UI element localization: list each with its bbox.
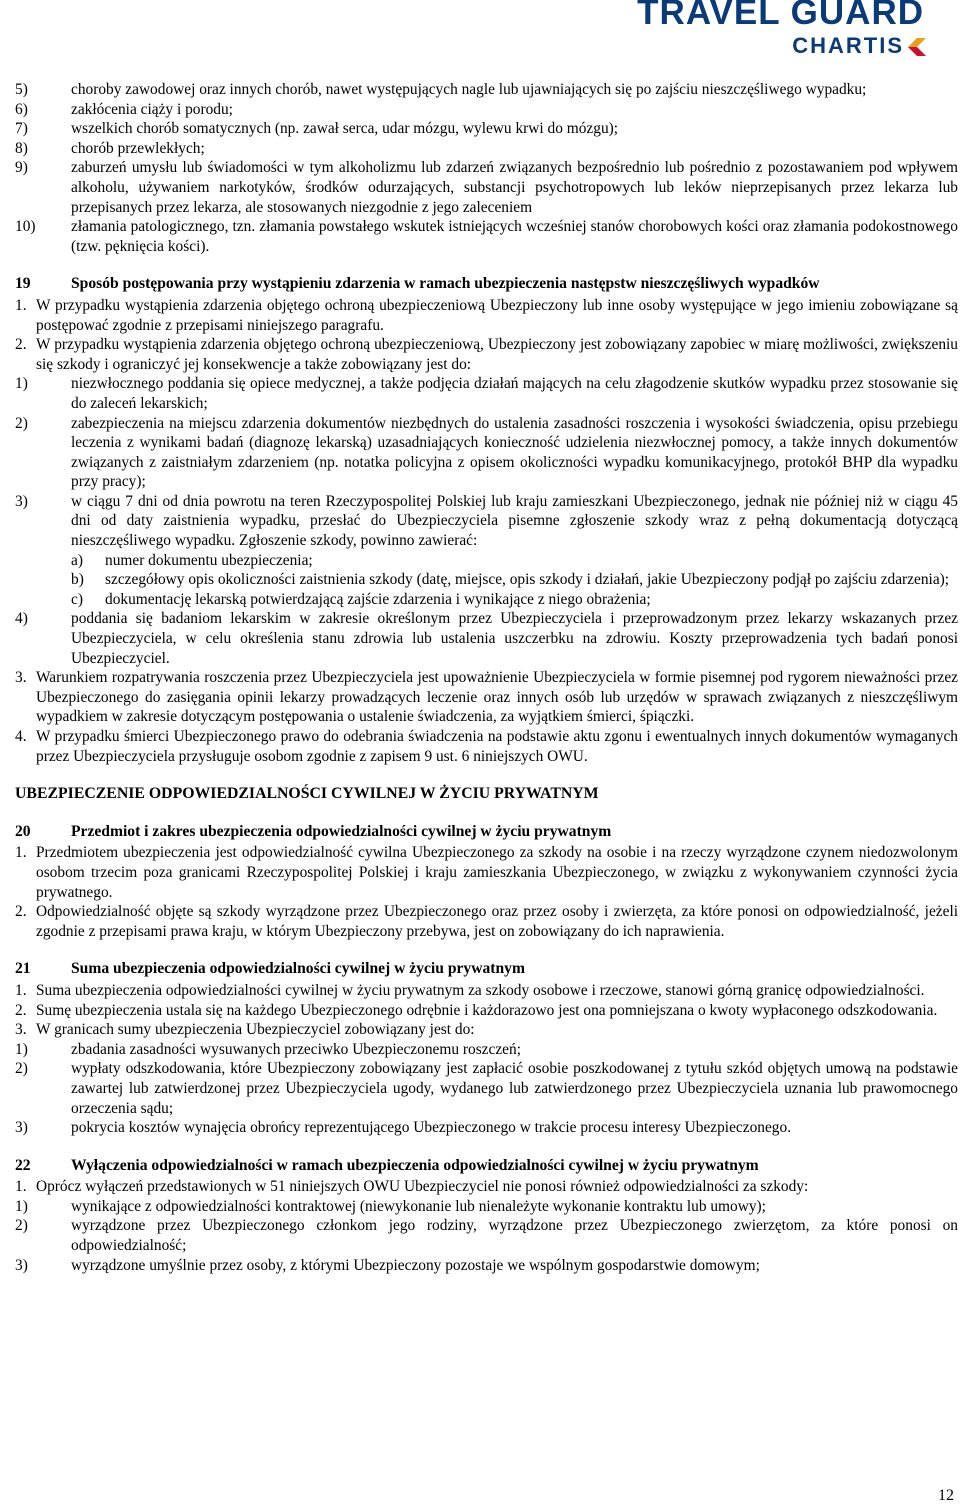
section-number: 22 (15, 1156, 31, 1174)
list-item-text: choroby zawodowej oraz innych chorób, nawet występujących nagle lub ujawniających się po zajściu nieszczęśliwego wypadku; (71, 81, 867, 98)
list-item-text: w ciągu 7 dni od dnia powrotu na teren Rzeczypospolitej Polskiej lub kraju zamieszkani Ubezpieczonego, jednak nie później niż w ciągu 45 dni od daty zaistnienia wypadku, przesłać do Ubezpieczyciela pisemne zgłoszenie szkody wraz z pełną dokumentacją dotyczącą nieszczęśliwego wypadku. Zgłoszenie szkody, powinno zawierać: (71, 492, 958, 550)
list-item-number: 3) (15, 1119, 28, 1137)
list-item-text: wszelkich chorób somatycznych (np. zawał serca, udar mózgu, wylewu krwi do mózgu); (71, 120, 619, 138)
list-item (15, 1197, 958, 1217)
list-item-number: 1) (15, 1040, 28, 1058)
paragraph (15, 981, 958, 1001)
list-item-number: 3) (15, 1256, 28, 1274)
section-heading-20 (15, 822, 958, 842)
section-number: 19 (15, 275, 31, 293)
list-item-text: zbadania zasadności wysuwanych przeciwko Ubezpieczonemu roszczeń; (71, 1040, 521, 1058)
list-item-text: pokrycia kosztów wynajęcia obrońcy reprezentującego Ubezpieczonego w trakcie procesu interesy Ubezpieczonego. (71, 1119, 792, 1137)
paragraph (15, 668, 958, 727)
paragraph-text: Warunkiem rozpatrywania roszczenia przez Ubezpieczyciela jest upoważnienie Ubezpieczyciela w formie pisemnej pod rygorem nieważności przez Ubezpieczonego do zasięgania opinii lekarzy prowadzących leczenie oraz innych osób lub urzędów w sprawach związanych z nieszczęśliwym wypadkiem w zakresie dotyczącym postępowania o ustalenie świadczenia, za wyjątkiem śmierci, śpiączki. (36, 669, 958, 726)
list-item-text: zabezpieczenia na miejscu zdarzenia dokumentów niezbędnych do ustalenia zasadności roszczenia i wysokości świadczenia, opisu przebiegu leczenia z wynikami badań (diagnozę lekarską) uzasadniających konieczność udzielenia niezwłocznej pomocy, a także innych dokumentów związanych z zaistniałym zdarzeniem (np. notatka policyjna z opisem okoliczności wypadku komunikacyjnego, protokół BHP dla wypadku przy pracy); (71, 414, 958, 491)
list-item (15, 119, 958, 139)
list-item-text: wypłaty odszkodowania, które Ubezpieczony zobowiązany jest zapłacić osobie poszkodowanej z tytułu szkód objętych umową na podstawie zawartej lub zatwierdzonej przez Ubezpieczyciela ugody, wydanego lub zatwierdzonego przez Ubezpieczyciela uznania lub prawomocnego orzeczenia sądu; (71, 1060, 958, 1117)
paragraph (15, 335, 958, 374)
paragraph-text: Suma ubezpieczenia odpowiedzialności cywilnej w życiu prywatnym za szkody osobowe i rzeczowe, stanowi górną granicę odpowiedzialności. (36, 981, 925, 999)
list-item-number: 2) (15, 1060, 28, 1078)
logo-brand-text: TRAVEL GUARD (637, 0, 924, 32)
list-item (15, 1118, 958, 1138)
list-item-text: zakłócenia ciąży i porodu; (71, 100, 233, 118)
page-number: 12 (938, 1487, 954, 1504)
list-item-number: 5) (15, 81, 28, 98)
sub-list-item (15, 570, 958, 590)
paragraph (15, 902, 958, 941)
paragraph-number: 2. (15, 1001, 27, 1019)
list-item (15, 158, 958, 217)
list-item-text: poddania się badaniom lekarskim w zakresie określonym przez Ubezpieczyciela i przeprowadzonym przez lekarzy wskazanych przez Ubezpieczyciela, w celu określenia stanu zdrowia lub ustalenia uszczerbku na zdrowiu. Koszty przeprowadzenia tych badań ponosi Ubezpieczyciel. (71, 610, 958, 667)
sub-list-item-text: szczegółowy opis okoliczności zaistnienia szkody (datę, miejsce, opis szkody i działań, jakie Ubezpieczony podjął po zajściu zdarzenia); (105, 571, 950, 589)
paragraph (15, 727, 958, 766)
sub-list-item-letter: a) (71, 551, 83, 569)
sub-list-item-letter: b) (71, 571, 84, 589)
list-item-number: 8) (15, 139, 28, 157)
list-item (15, 139, 958, 159)
paragraph-number: 3. (15, 669, 27, 687)
logo-sub-text: CHARTIS (792, 33, 904, 58)
section-heading-21 (15, 959, 958, 979)
list-item (15, 217, 958, 256)
section-title: Wyłączenia odpowiedzialności w ramach ubezpieczenia odpowiedzialności cywilnej w życiu prywatnym (71, 1156, 759, 1174)
paragraph (15, 1001, 958, 1021)
list-item-text: chorób przewlekłych; (71, 139, 205, 157)
list-item-text: wyrządzone umyślnie przez osoby, z którymi Ubezpieczony pozostaje we wspólnym gospodarstwie domowym; (71, 1256, 760, 1274)
sub-list-item-letter: c) (71, 590, 83, 608)
paragraph-text: Odpowiedzialność objęte są szkody wyrządzone przez Ubezpieczonego oraz przez osoby i zwierzęta, za które ponosi on odpowiedzialność, jeżeli zgodnie z przepisami prawa kraju, w którym Ubezpieczony przebywa, jest on zobowiązany do ich naprawienia. (36, 903, 958, 940)
sub-list-item (15, 551, 958, 571)
paragraph-text: Sumę ubezpieczenia ustala się na każdego Ubezpieczonego odrębnie i każdorazowo jest ona pomniejszana o kwoty wypłaconego odszkodowania. (36, 1001, 938, 1019)
paragraph-text: Przedmiotem ubezpieczenia jest odpowiedzialność cywilna Ubezpieczonego za szkody na osobie i na rzeczy wyrządzone czynem niedozwolonym osobom trzecim poza granicami Rzeczypospolitej Polskiej i kraju zamieszkania Ubezpieczonego, w związku z wykonywaniem czynności życia prywatnego. (36, 844, 958, 901)
list-item-number: 4) (15, 610, 28, 628)
paragraph-number: 2. (15, 903, 27, 921)
paragraph-text: W przypadku wystąpienia zdarzenia objętego ochroną ubezpieczeniową, Ubezpieczony jest zobowiązany zapobiec w miarę możliwości, zwiększeniu się szkody i ograniczyć jej konsekwencje a także zobowiązany jest do: (36, 336, 958, 373)
list-item (15, 374, 958, 413)
travel-guard-chartis-logo (637, 0, 924, 60)
paragraph-number: 1. (15, 981, 27, 999)
paragraph-number: 2. (15, 336, 27, 354)
list-item (15, 609, 958, 668)
list-item-text: wynikające z odpowiedzialności kontraktowej (niewykonanie lub nienależyte wykonanie kontraktu lub umowy); (71, 1197, 766, 1215)
sub-list-item-text: dokumentację lekarską potwierdzającą zajście zdarzenia i wynikające z niego obrażenia; (105, 590, 651, 608)
section-number: 20 (15, 822, 31, 840)
list-item (15, 1216, 958, 1255)
section-heading-22 (15, 1156, 958, 1176)
chapter-heading: UBEZPIECZENIE ODPOWIEDZIALNOŚCI CYWILNEJ W ŻYCIU PRYWATNYM (15, 785, 599, 803)
paragraph (15, 1020, 958, 1040)
list-item (15, 1256, 958, 1276)
list-item-text: złamania patologicznego, tzn. złamania powstałego wskutek istniejących wcześniej stanów chorobowych kości oraz złamania podokostnowego (tzw. pęknięcia kości). (71, 218, 958, 255)
paragraph (15, 296, 958, 335)
list-item-number: 9) (15, 159, 28, 177)
list-item (15, 100, 958, 120)
list-item-number: 2) (15, 1217, 28, 1235)
list-item-number: 2) (15, 414, 28, 432)
sub-list-item (15, 590, 958, 610)
list-item-number: 10) (15, 218, 36, 236)
list-item-number: 6) (15, 100, 28, 118)
list-item (15, 414, 958, 492)
paragraph (15, 1177, 958, 1197)
section-title: Suma ubezpieczenia odpowiedzialności cywilnej w życiu prywatnym (71, 960, 525, 978)
paragraph-text: Oprócz wyłączeń przedstawionych w 51 niniejszych OWU Ubezpieczyciel nie ponosi również odpowiedzialności za szkody: (36, 1178, 809, 1196)
list-item (15, 1040, 958, 1060)
paragraph (15, 843, 958, 902)
list-item-number: 3) (15, 492, 28, 510)
section-title: Przedmiot i zakres ubezpieczenia odpowiedzialności cywilnej w życiu prywatnym (71, 822, 612, 840)
list-item-text: wyrządzone przez Ubezpieczonego członkom jego rodziny, wyrządzone przez Ubezpieczonego zwierzętom, za które ponosi on odpowiedzialność; (71, 1217, 958, 1255)
paragraph-number: 1. (15, 844, 27, 862)
document-body (15, 80, 958, 1275)
list-item-number: 7) (15, 120, 28, 138)
section-title: Sposób postępowania przy wystąpieniu zdarzenia w ramach ubezpieczenia następstw nieszczęśliwych wypadków (71, 275, 820, 293)
paragraph-text: W przypadku śmierci Ubezpieczonego prawo do odebrania świadczenia na podstawie aktu zgonu i ewentualnych innych dokumentów wymaganych przez Ubezpieczyciela przysługuje osobom zgodnie z zapisem 9 ust. 6 niniejszych OWU. (36, 728, 958, 765)
list-item (15, 492, 958, 551)
paragraph-number: 1. (15, 296, 27, 314)
paragraph-text: W przypadku wystąpienia zdarzenia objętego ochroną ubezpieczeniową Ubezpieczony lub inne osoby występujące w jego imieniu zobowiązane są postępować zgodnie z przepisami niniejszego paragrafu. (36, 296, 958, 334)
list-item-number: 1) (15, 1197, 28, 1215)
list-item (15, 80, 958, 100)
list-item (15, 1059, 958, 1118)
sub-list-item-text: numer dokumentu ubezpieczenia; (105, 551, 313, 569)
chartis-mark-icon (906, 36, 928, 58)
section-heading-19 (15, 274, 958, 294)
paragraph-number: 3. (15, 1021, 27, 1039)
paragraph-number: 4. (15, 728, 27, 745)
list-item-number: 1) (15, 375, 28, 393)
section-number: 21 (15, 960, 31, 978)
list-item-text: zaburzeń umysłu lub świadomości w tym alkoholizmu lub zdarzeń związanych bezpośrednio lub pośrednio z pozostawaniem pod wpływem alkoholu, używaniem narkotyków, środków odurzających, substancji psychotropowych lub leków nieprzepisanych przez lekarza lub przepisanych przez lekarza, ale stosowanych niezgodnie z jego zaleceniem (71, 159, 958, 216)
paragraph-text: W granicach sumy ubezpieczenia Ubezpieczyciel zobowiązany jest do: (36, 1021, 475, 1039)
list-item-text: niezwłocznego poddania się opiece medycznej, a także podjęcia działań mających na celu złagodzenie skutków wypadku przez stosowanie się do zaleceń lekarskich; (71, 375, 958, 412)
paragraph-number: 1. (15, 1178, 27, 1196)
